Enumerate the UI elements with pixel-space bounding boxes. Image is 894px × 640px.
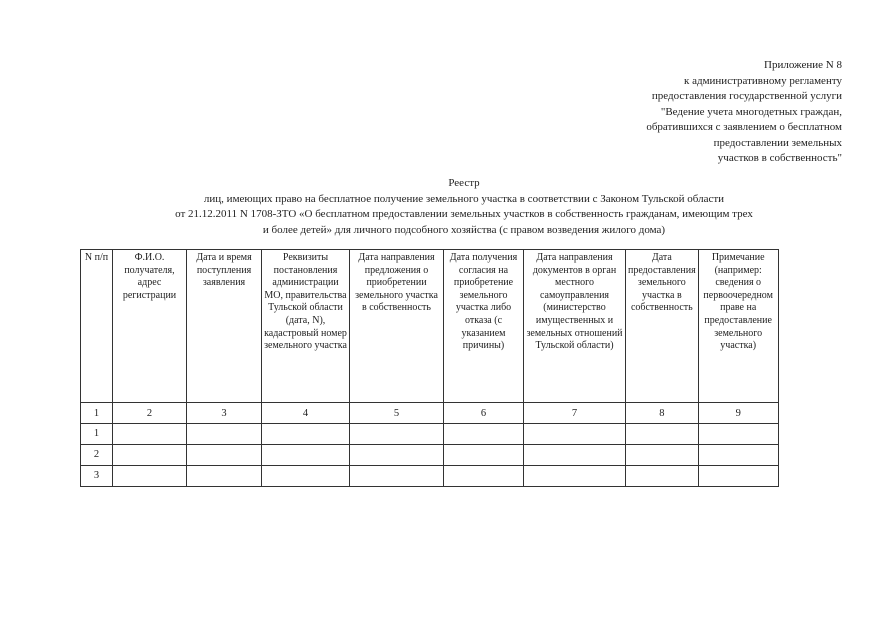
table-cell: [524, 445, 626, 466]
table-cell: [187, 424, 262, 445]
annex-line: к административному регламенту: [684, 74, 842, 87]
header-cell-consent-date: Дата получения согласия на приобретение земельного участка либо отказа (с указанием причины): [444, 250, 524, 403]
header-cell-grant-date: Дата предоставления земельного участка в собственность: [626, 250, 699, 403]
header-cell-offer-date: Дата направления предложения о приобретении земельного участка в собственность: [350, 250, 444, 403]
row-number: 3: [81, 466, 113, 487]
column-number-row: [81, 403, 779, 424]
table-cell: [350, 445, 444, 466]
column-number: 3: [187, 403, 262, 424]
table-cell: [444, 424, 524, 445]
row-number: 1: [81, 424, 113, 445]
register-title: [80, 176, 848, 238]
header-cell-documents-date: Дата направления документов в орган местного самоуправления (министерство имущественных и земельных отношений Тульской области): [524, 250, 626, 403]
column-number: 5: [350, 403, 444, 424]
column-number: 6: [444, 403, 524, 424]
table-row: [81, 466, 779, 487]
header-cell-fio: Ф.И.О. получателя, адрес регистрации: [113, 250, 187, 403]
table-row: [81, 445, 779, 466]
table-row: [81, 424, 779, 445]
header-cell-number: N п/п: [81, 250, 113, 403]
table-cell: [187, 466, 262, 487]
title-heading: Реестр: [448, 177, 480, 189]
annex-line: "Ведение учета многодетных граждан,: [660, 105, 842, 118]
table-cell: [626, 424, 699, 445]
column-number: 7: [524, 403, 626, 424]
table-cell: [698, 466, 778, 487]
table-cell: [262, 445, 350, 466]
title-line: лиц, имеющих право на бесплатное получение земельного участка в соответствии с Законом Тульской области: [203, 192, 725, 205]
register-table: [80, 249, 779, 487]
table-cell: [698, 424, 778, 445]
table-cell: [626, 445, 699, 466]
table-cell: [698, 445, 778, 466]
table-cell: [444, 445, 524, 466]
table-cell: [524, 466, 626, 487]
header-cell-date-received: Дата и время поступления заявления: [187, 250, 262, 403]
annex-line: участков в собственность": [717, 152, 842, 164]
column-number: 9: [698, 403, 778, 424]
annex-line: предоставлении земельных: [713, 136, 842, 149]
table-cell: [113, 445, 187, 466]
table-cell: [113, 424, 187, 445]
annex-line: предоставления государственной услуги: [651, 90, 842, 102]
header-cell-note: Примечание (например: сведения о первоочередном праве на предоставление земельного участка): [698, 250, 778, 403]
table-cell: [626, 466, 699, 487]
table-cell: [350, 466, 444, 487]
column-number: 2: [113, 403, 187, 424]
title-line: от 21.12.2011 N 1708-ЗТО «О бесплатном предоставлении земельных участков в собственность гражданам, имеющим трех: [175, 208, 753, 220]
table-cell: [262, 466, 350, 487]
annex-note: [646, 58, 842, 167]
title-line: и более детей» для личного подсобного хозяйства (с правом возведения жилого дома): [262, 223, 666, 236]
column-number: 4: [262, 403, 350, 424]
table-cell: [113, 466, 187, 487]
header-cell-decree-details: Реквизиты постановления администрации МО, правительства Тульской области (дата, N), кадастровый номер земельного участка: [262, 250, 350, 403]
table-cell: [350, 424, 444, 445]
column-number: 8: [626, 403, 699, 424]
row-number: 2: [81, 445, 113, 466]
table-cell: [187, 445, 262, 466]
annex-line: обратившихся с заявлением о бесплатном: [646, 121, 842, 133]
header-row: [81, 250, 779, 403]
table-cell: [444, 466, 524, 487]
column-number: 1: [81, 403, 113, 424]
table-cell: [262, 424, 350, 445]
table-cell: [524, 424, 626, 445]
annex-line: Приложение N 8: [764, 59, 842, 71]
